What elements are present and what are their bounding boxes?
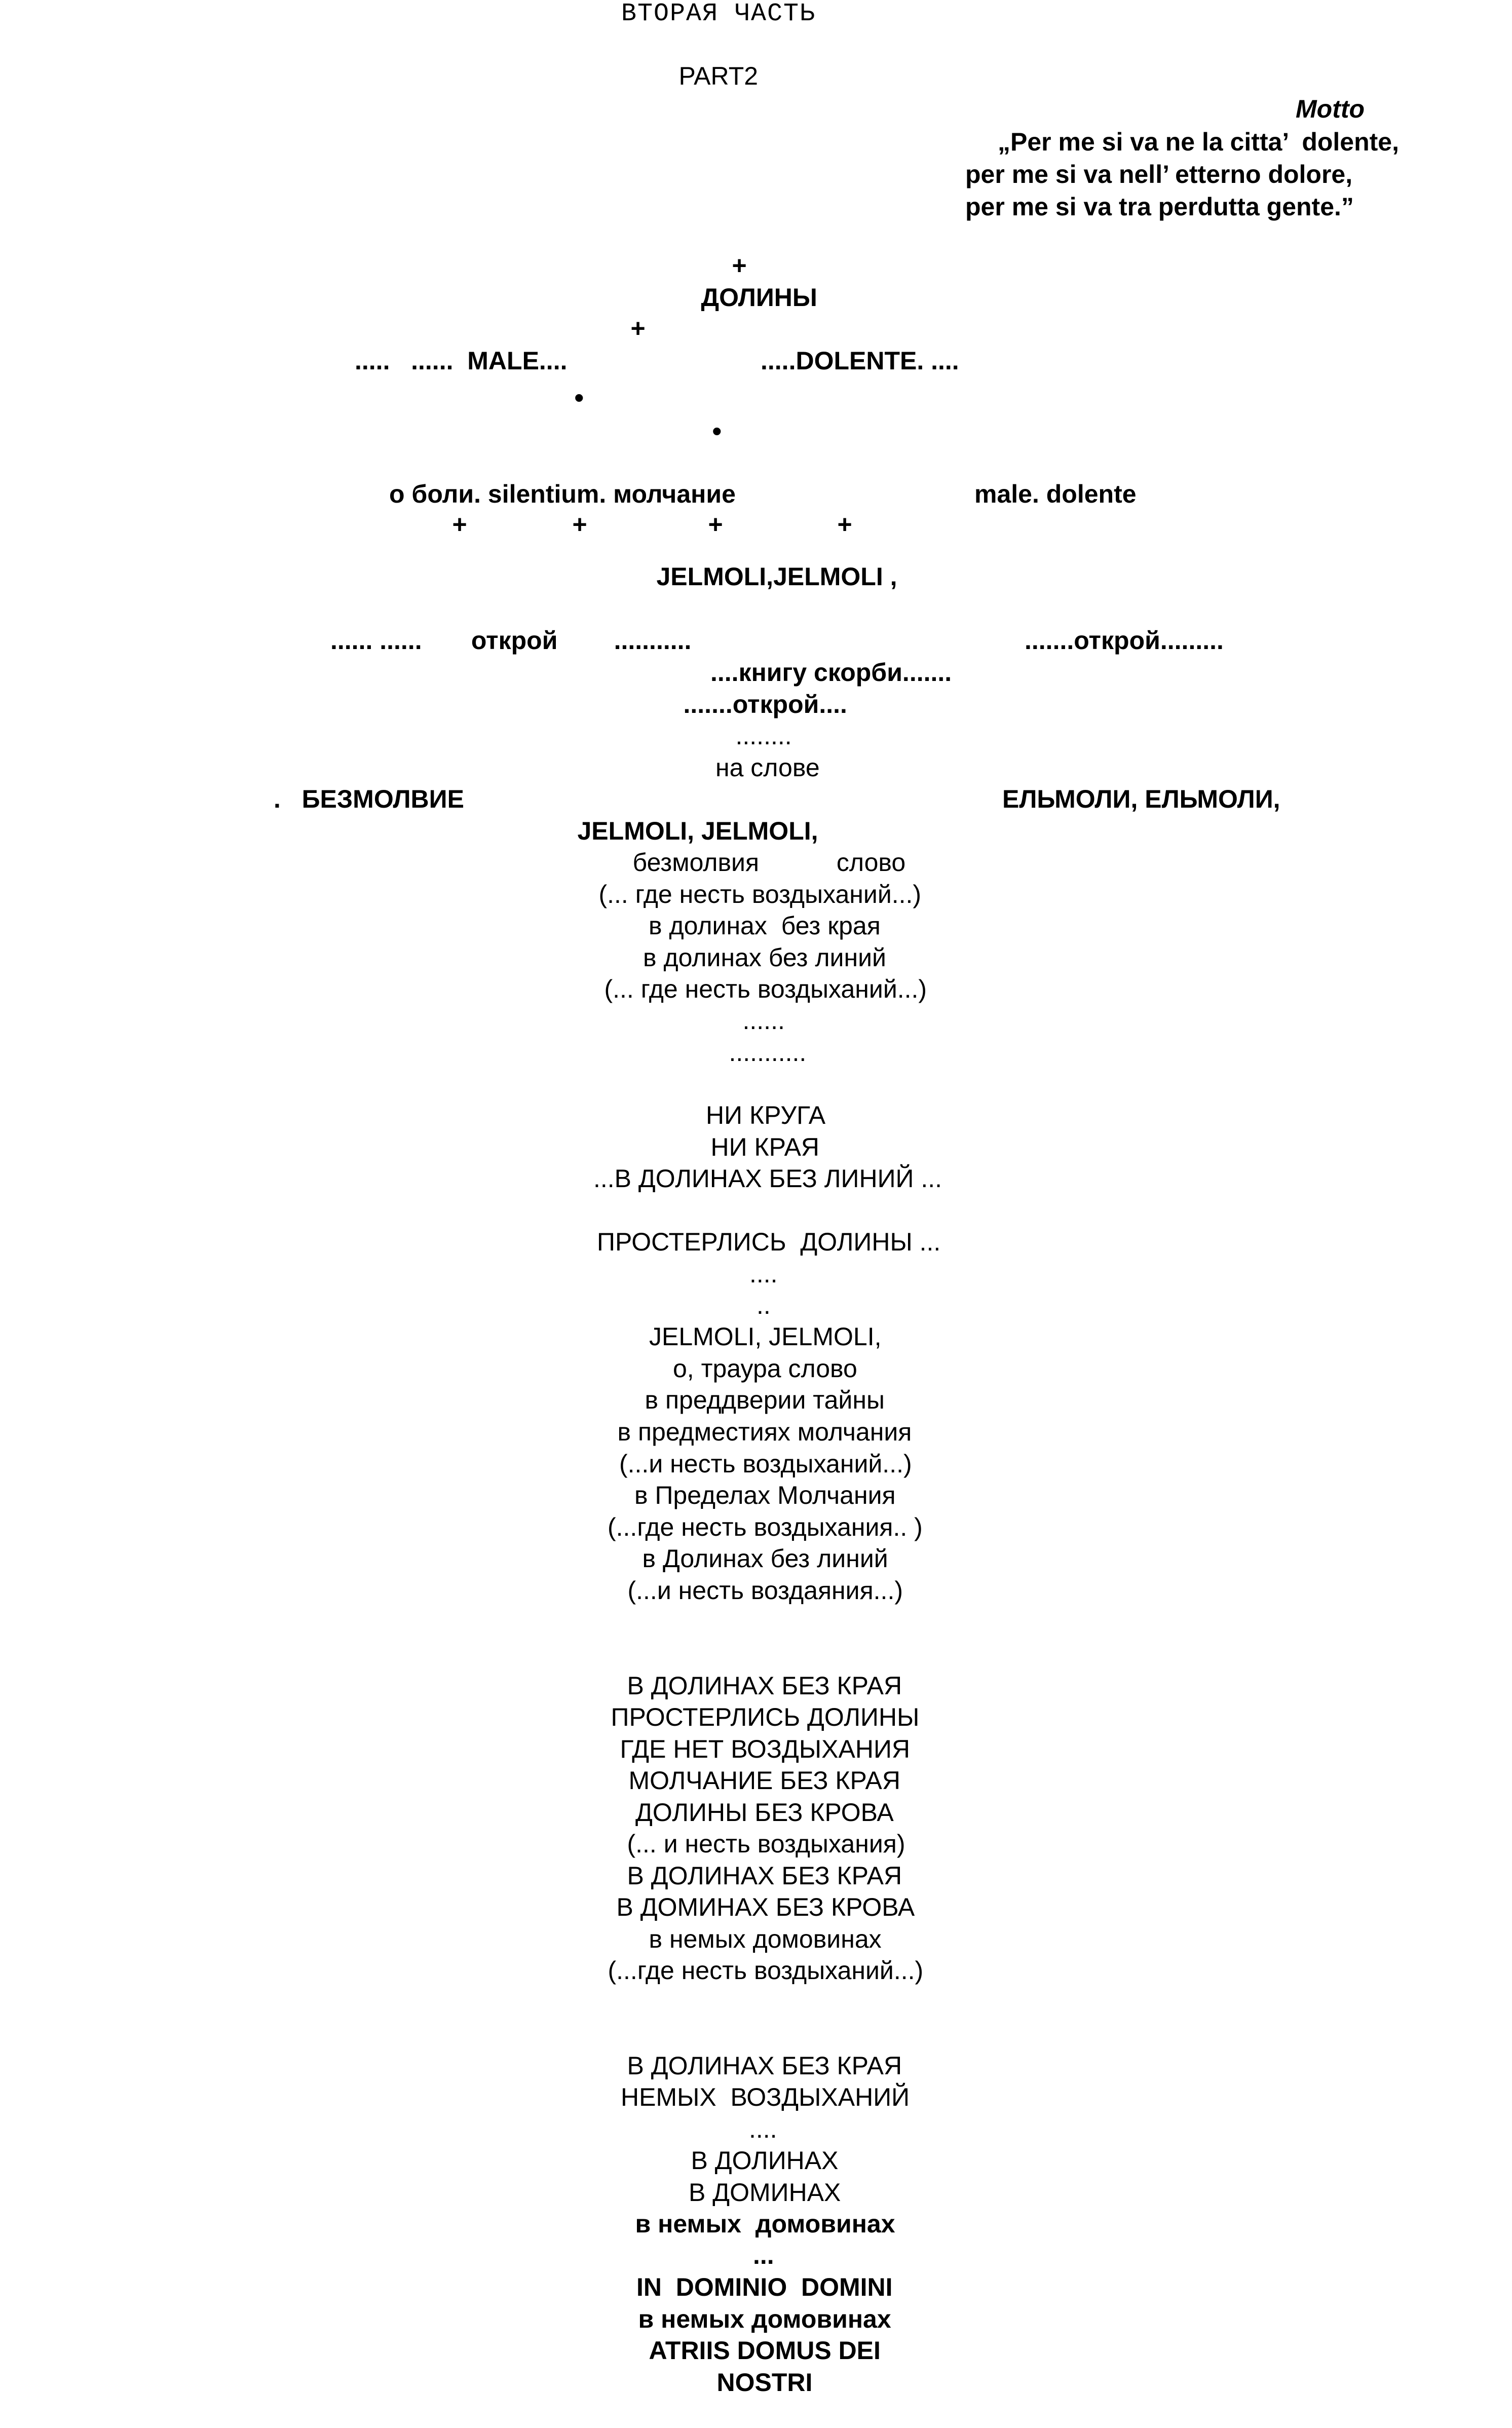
text-line: .....DOLENTE. .... xyxy=(761,347,959,375)
text-line: .......открой.... xyxy=(683,690,847,718)
text-line: о боли. silentium. молчание xyxy=(389,480,736,508)
text-line: JELMOLI,JELMOLI , xyxy=(656,562,897,591)
text-line: на слове xyxy=(715,753,820,782)
text-line: „Per me si va ne la citta’ dolente, xyxy=(998,128,1399,156)
text-line: ВТОРАЯ ЧАСТЬ xyxy=(621,0,816,28)
text-line: PART2 xyxy=(678,62,759,90)
text-line: per me si va tra perdutta gente.” xyxy=(965,193,1354,221)
text-line: ...В ДОЛИНАХ БЕЗ ЛИНИЙ ... xyxy=(593,1164,942,1193)
text-line: (...и несть воздаяния...) xyxy=(627,1576,903,1605)
text-line: (... и несть воздыхания) xyxy=(627,1830,905,1858)
text-line: + xyxy=(732,251,747,280)
text-line: ПРОСТЕРЛИСЬ ДОЛИНЫ ... xyxy=(597,1228,941,1256)
text-line: .......открой......... xyxy=(1025,626,1224,655)
text-line: В ДОМИНАХ БЕЗ КРОВА xyxy=(616,1893,915,1921)
text-line: В ДОЛИНАХ БЕЗ КРАЯ xyxy=(627,1672,902,1700)
text-line: ...... ...... открой ........... xyxy=(330,626,692,655)
text-line: (... где несть воздыханий...) xyxy=(604,975,927,1003)
text-line: ... xyxy=(753,2241,774,2269)
text-line: В ДОЛИНАХ БЕЗ КРАЯ xyxy=(627,2052,902,2080)
text-line: + xyxy=(630,314,646,343)
text-line: IN DOMINIO DOMINI xyxy=(636,2273,893,2301)
text-line: ДОЛИНЫ БЕЗ КРОВА xyxy=(635,1798,894,1827)
text-line: Motto xyxy=(1296,95,1365,123)
text-line: о, траура слово xyxy=(673,1354,857,1383)
text-line: ГДЕ НЕТ ВОЗДЫХАНИЯ xyxy=(620,1735,910,1763)
text-line: ...... xyxy=(742,1006,785,1035)
text-line: МОЛЧАНИЕ БЕЗ КРАЯ xyxy=(628,1766,900,1795)
text-line: в преддверии тайны xyxy=(645,1386,885,1414)
text-line: в Долинах без линий xyxy=(642,1544,888,1573)
text-line: ....книгу скорби....... xyxy=(710,658,952,687)
text-line: .... xyxy=(749,2115,777,2143)
text-line: в предместиях молчания xyxy=(617,1418,912,1446)
text-line: .... xyxy=(749,1260,778,1288)
text-line: в немых домовинах xyxy=(649,1925,882,1953)
text-line: ..... ...... MALE.... xyxy=(355,347,568,375)
text-line: .. xyxy=(757,1291,771,1319)
text-line: (...и несть воздыханий...) xyxy=(619,1450,912,1478)
text-line: в немых домовинах xyxy=(638,2305,891,2333)
text-line: male. dolente xyxy=(974,480,1137,508)
text-line: NOSTRI xyxy=(716,2368,813,2397)
text-line: JELMOLI, JELMOLI, xyxy=(649,1322,882,1351)
text-line: JELMOLI, JELMOLI, xyxy=(577,817,818,845)
text-line: НИ КРАЯ xyxy=(710,1133,820,1161)
text-line: (...где несть воздыханий...) xyxy=(608,1956,924,1985)
text-line: в Пределах Молчания xyxy=(634,1481,896,1509)
text-line: (...где несть воздыхания.. ) xyxy=(608,1513,923,1541)
text-line: ATRIIS DOMUS DEI xyxy=(649,2336,881,2365)
text-line: в немых домовинах xyxy=(635,2210,895,2238)
text-line: НЕМЫХ ВОЗДЫХАНИЙ xyxy=(621,2083,910,2111)
text-line: в долинах без линий xyxy=(643,943,886,972)
text-line: ДОЛИНЫ xyxy=(701,283,817,312)
text-line: В ДОМИНАХ xyxy=(689,2178,841,2207)
text-line: ........... xyxy=(729,1038,807,1067)
text-line: (... где несть воздыханий...) xyxy=(598,880,922,908)
text-line: В ДОЛИНАХ БЕЗ КРАЯ xyxy=(627,1862,902,1890)
text-line: • xyxy=(574,382,584,413)
text-line: + xyxy=(452,510,467,539)
text-line: + xyxy=(572,510,587,539)
text-line: . БЕЗМОЛВИЕ xyxy=(274,785,464,813)
text-line: ........ xyxy=(735,722,792,750)
text-line: + xyxy=(837,510,852,539)
text-line: в долинах без края xyxy=(649,912,881,940)
text-line: безмолвия слово xyxy=(632,848,906,877)
text-line: В ДОЛИНАХ xyxy=(691,2146,839,2175)
text-line: • xyxy=(712,415,722,447)
text-line: ПРОСТЕРЛИСЬ ДОЛИНЫ xyxy=(611,1703,920,1731)
text-line: ЕЛЬМОЛИ, ЕЛЬМОЛИ, xyxy=(1002,785,1280,813)
text-line: НИ КРУГА xyxy=(706,1101,826,1129)
text-line: per me si va nell’ etterno dolore, xyxy=(965,160,1353,188)
text-line: + xyxy=(708,510,723,539)
